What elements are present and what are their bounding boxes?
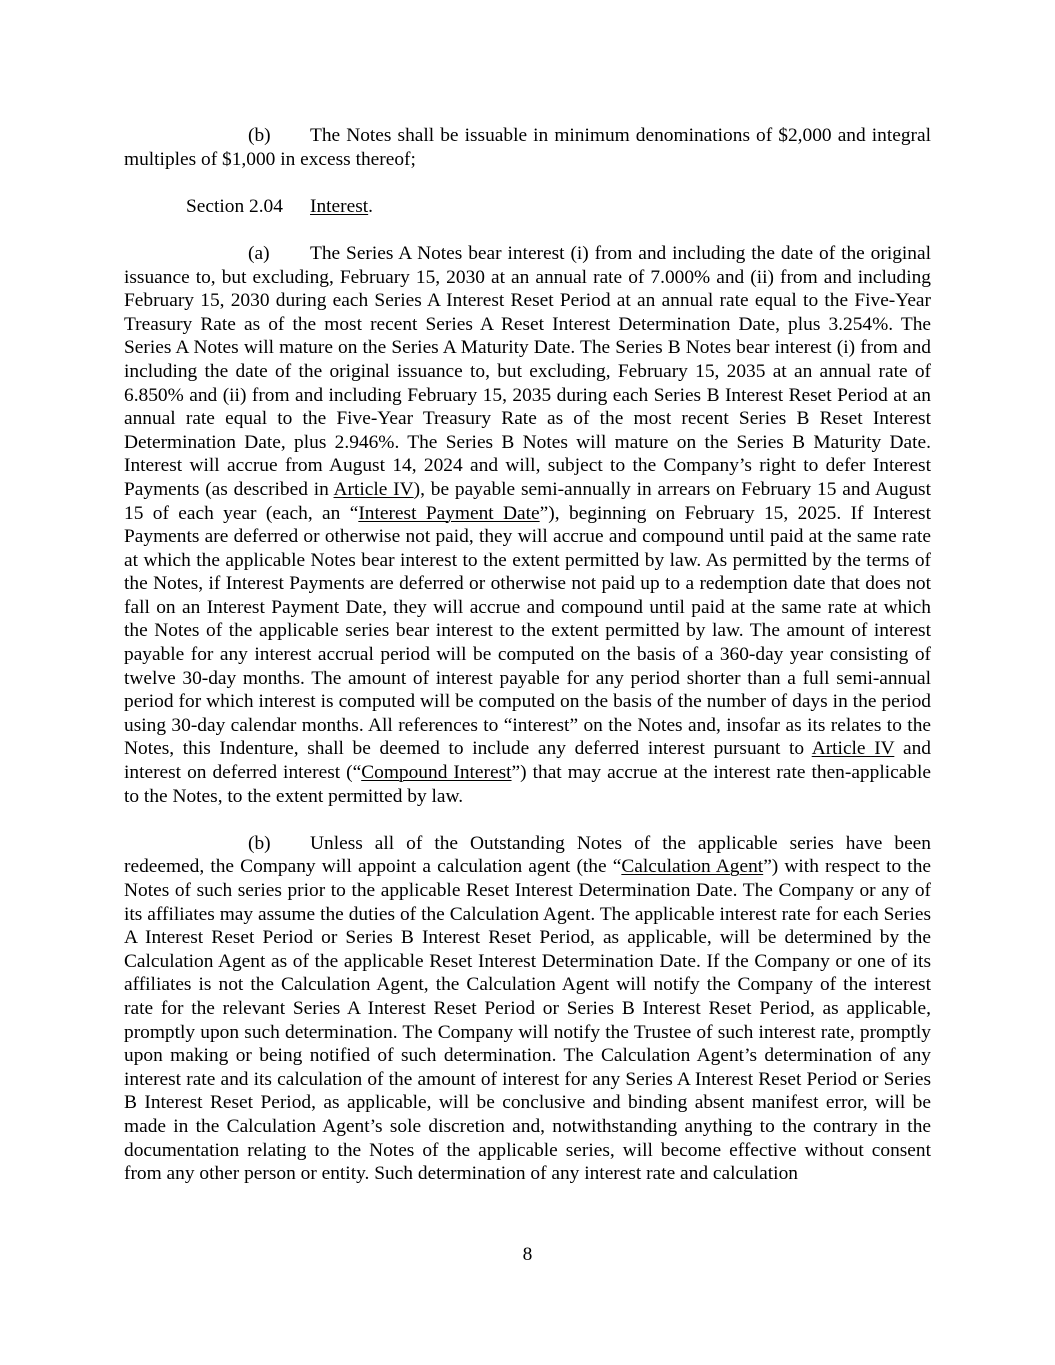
defined-term-calculation-agent: Calculation Agent <box>621 856 764 878</box>
paragraph-text: ”) with respect to the Notes of such series prior to the applicable Reset Interest Determination Date. The Company or any of its affiliates may assume the duties of the Calculation Agent. The applicable interest rate for each Series A Interest Reset Period or Series B Interest Reset Period, as applicable, will be determined by the Calculation Agent as of the applicable Reset Interest Determination Date. If the Company or one of its affiliates is not the Calculation Agent, the Calculation Agent will notify the Company of the interest rate for the relevant Series A Interest Reset Period or Series B Interest Reset Period, as applicable, promptly upon such determination. The Company will notify the Trustee of such interest rate, promptly upon making or being notified of such determination. The Calculation Agent’s determination of any interest rate and its calculation of the amount of interest for any Series A Interest Reset Period or Series B Interest Reset Period, as applicable, will be conclusive and binding absent manifest error, will be made in the Calculation Agent’s sole discretion and, notwithstanding anything to the contrary in the documentation relating to the Notes of the applicable series, will become effective without consent from any other person or entity. Such determination of any interest rate and calculation <box>124 856 931 1185</box>
paragraph-text: ”), beginning on February 15, 2025. If Interest Payments are deferred or otherwise not paid, they will accrue and compound until paid at the same rate at which the applicable Notes bear interest to the extent permitted by law. As permitted by the terms of the Notes, if Interest Payments are deferred or otherwise not paid up to a redemption date that does not fall on an Interest Payment Date, they will accrue and compound until paid at the same rate at which the Notes of the applicable series bear interest to the extent permitted by law. The amount of interest payable for any interest accrual period will be computed on the basis of a 360-day year consisting of twelve 30-day months. The amount of interest payable for any period shorter than a full semi-annual period for which interest is computed will be computed on the basis of the number of days in the period using 30-day calendar months. All references to “interest” on the Notes and, insofar as its relates to the Notes, this Indenture, shall be deemed to include any deferred interest pursuant to <box>124 502 931 760</box>
defined-term-compound-interest: Compound Interest <box>361 762 512 784</box>
paragraph-gap <box>124 218 931 242</box>
section-title-period: . <box>368 195 374 217</box>
paragraph-text: ”) that may accrue at the interest rate then-applicable to the Notes, to the extent permitted by law. <box>124 762 932 807</box>
paragraph-text: and interest on deferred interest (“ <box>124 738 931 784</box>
section-title: Interest <box>310 195 369 217</box>
section-heading <box>186 195 931 219</box>
paragraph-text: ), be payable semi-annually in arrears on February 15 and August 15 of each year (each, an “ <box>124 478 931 524</box>
paragraph-text: Unless all of the Outstanding Notes of the applicable series have been redeemed, the Company will appoint a calculation agent (the “ <box>124 832 931 878</box>
document-page <box>124 124 931 1186</box>
paragraph-gap <box>124 808 931 832</box>
paragraph-text: The Notes shall be issuable in minimum denominations of $2,000 and integral multiples of $1,000 in excess thereof; <box>124 125 931 170</box>
paragraph-label: (b) <box>248 832 271 854</box>
article-iv-reference: Article IV <box>333 478 414 500</box>
page-number: 8 <box>522 1244 533 1265</box>
paragraph-label: (b) <box>248 125 271 146</box>
section-number: Section 2.04 <box>186 195 283 217</box>
paragraph-b-denominations <box>124 124 931 171</box>
paragraph-a-interest <box>124 242 931 808</box>
paragraph-label: (a) <box>248 242 270 264</box>
defined-term-interest-payment-date: Interest Payment Date <box>358 502 540 524</box>
paragraph-b-calculation-agent <box>124 832 931 1186</box>
paragraph-text: The Series A Notes bear interest (i) from and including the date of the original issuance to, but excluding, February 15, 2030 at an annual rate of 7.000% and (ii) from and including February 15, 2030 during each Series A Interest Reset Period at an annual rate equal to the Five-Year Treasury Rate as of the most recent Series A Reset Interest Determination Date, plus 3.254%. The Series A Notes will mature on the Series A Maturity Date. The Series B Notes bear interest (i) from and including the date of the original issuance to, but excluding, February 15, 2035 at an annual rate of 6.850% and (ii) from and including February 15, 2035 during each Series B Interest Reset Period at an annual rate equal to the Five-Year Treasury Rate as of the most recent Series B Reset Interest Determination Date, plus 2.946%. The Series B Notes will mature on the Series B Maturity Date. Interest will accrue from August 14, 2024 and will, subject to the Company’s right to defer Interest Payments (as described in <box>124 242 931 500</box>
article-iv-reference: Article IV <box>811 738 895 760</box>
paragraph-gap <box>124 171 931 195</box>
